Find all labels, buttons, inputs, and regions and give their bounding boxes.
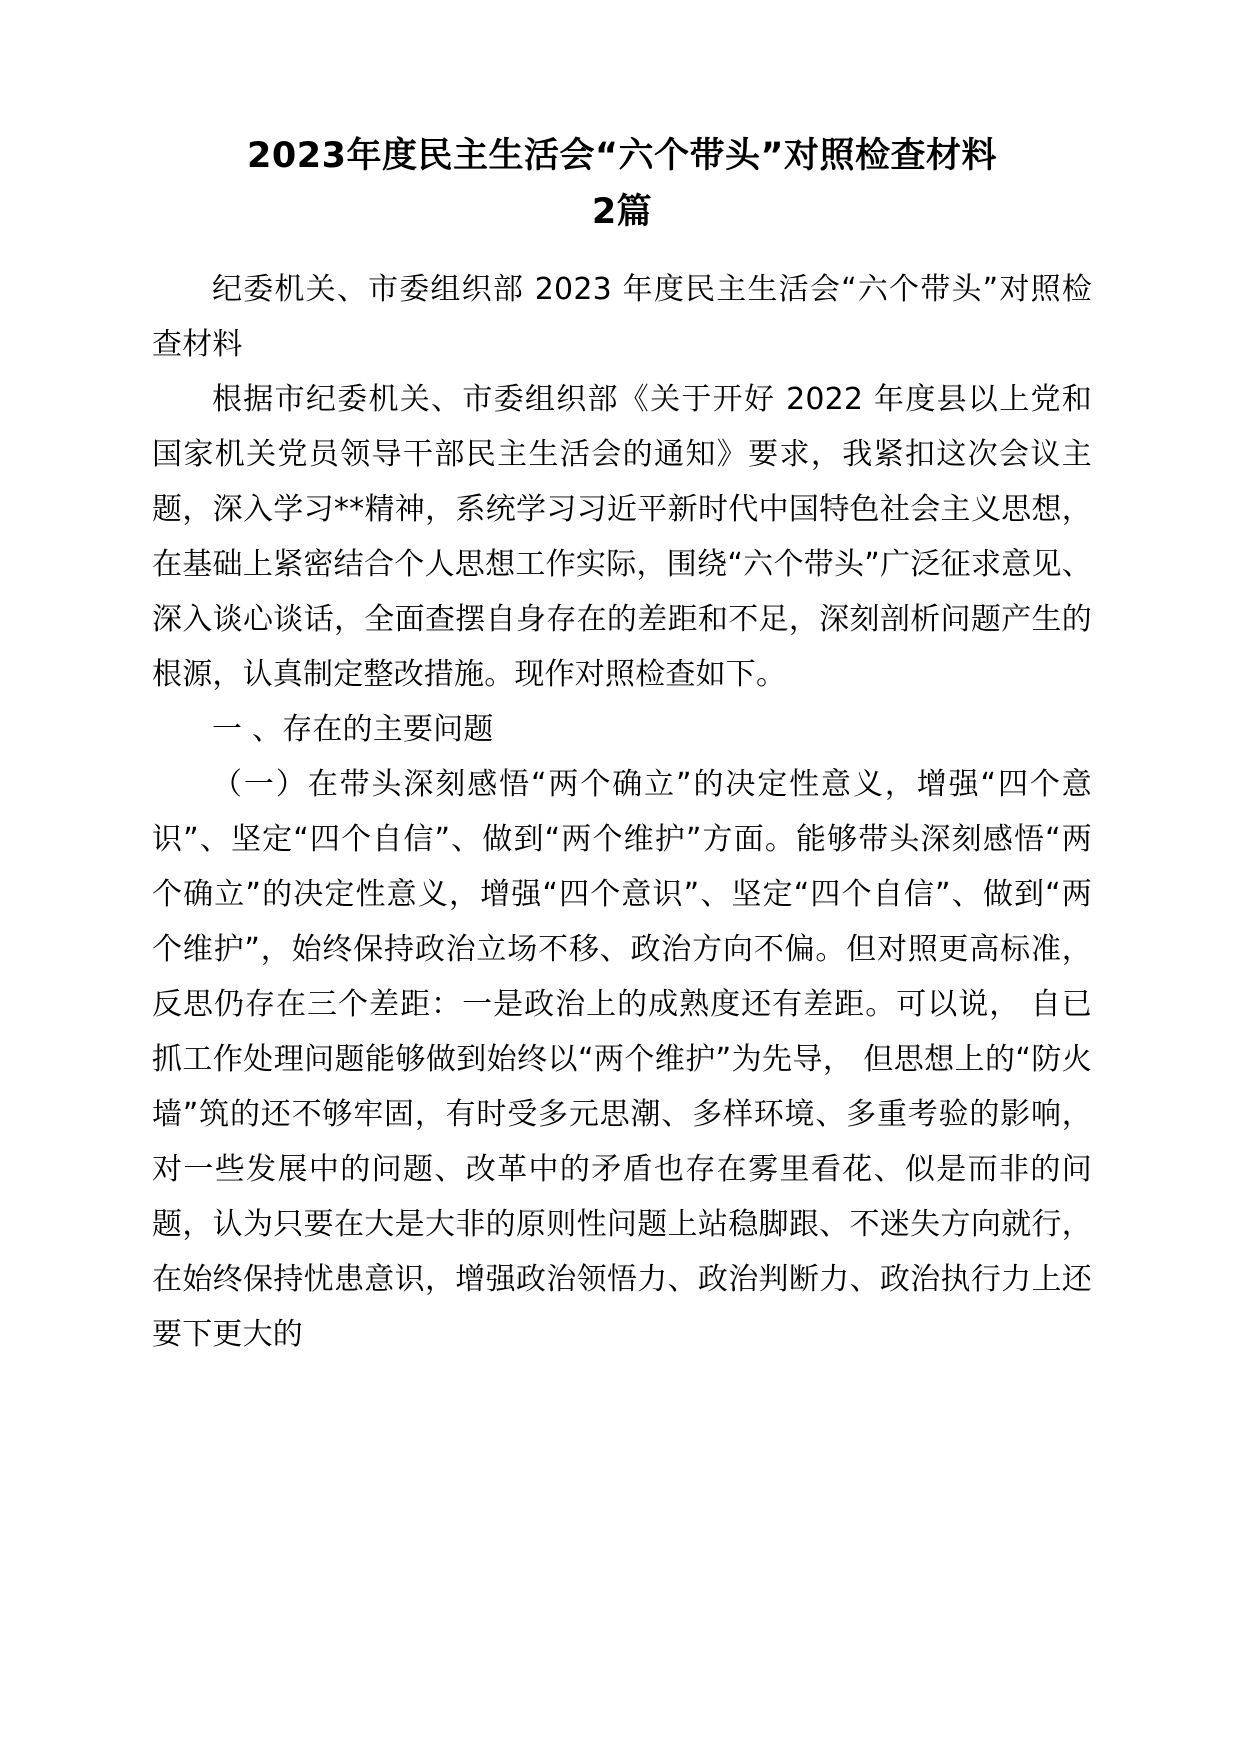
document-title-line-1: 2023年度民主生活会“六个带头”对照检查材料 xyxy=(247,136,997,176)
document-content xyxy=(152,128,1092,1362)
paragraph-section-one-a: （一）在带头深刻感悟“两个确立”的决定性意义，增强“四个意识”、坚定“四个自信”、做到“两个维护”方面。能够带头深刻感悟“两个确立”的决定性意义，增强“四个意识”、坚定“四个自信”、做到“两个维护”，始终保持政治立场不移、政治方向不偏。但对照更高标准，反思仍存在三个差距：一是政治上的成熟度还有差距。可以说， 自已抓工作处理问题能够做到始终以“两个维护”为先导， 但思想上的“防火墙”筑的还不够牢固，有时受多元思潮、多样环境、多重考验的影响，对一些发展中的问题、改革中的矛盾也存在雾里看花、似是而非的问题，认为只要在大是大非的原则性问题上站稳脚跟、不迷失方向就行，在始终保持忧患意识，增强政治领悟力、政治判断力、政治执行力上还要下更大的 xyxy=(152,767,1092,1352)
document-title xyxy=(152,128,1092,240)
document-body xyxy=(152,262,1092,1362)
section-heading-one: 一 、存在的主要问题 xyxy=(212,712,494,747)
paragraph-subtitle: 纪委机关、市委组织部 2023 年度民主生活会“六个带头”对照检查材料 xyxy=(152,272,1092,362)
paragraph-intro: 根据市纪委机关、市委组织部《关于开好 2022 年度县以上党和国家机关党员领导干部民主生活会的通知》要求，我紧扣这次会议主题，深入学习**精神，系统学习习近平新时代中国特色社会主义思想，在基础上紧密结合个人思想工作实际，围绕“六个带头”广泛征求意见、深入谈心谈话，全面查摆自身存在的差距和不足，深刻剖析问题产生的根源，认真制定整改措施。现作对照检查如下。 xyxy=(152,382,1092,692)
document-title-line-2: 2篇 xyxy=(591,192,653,232)
